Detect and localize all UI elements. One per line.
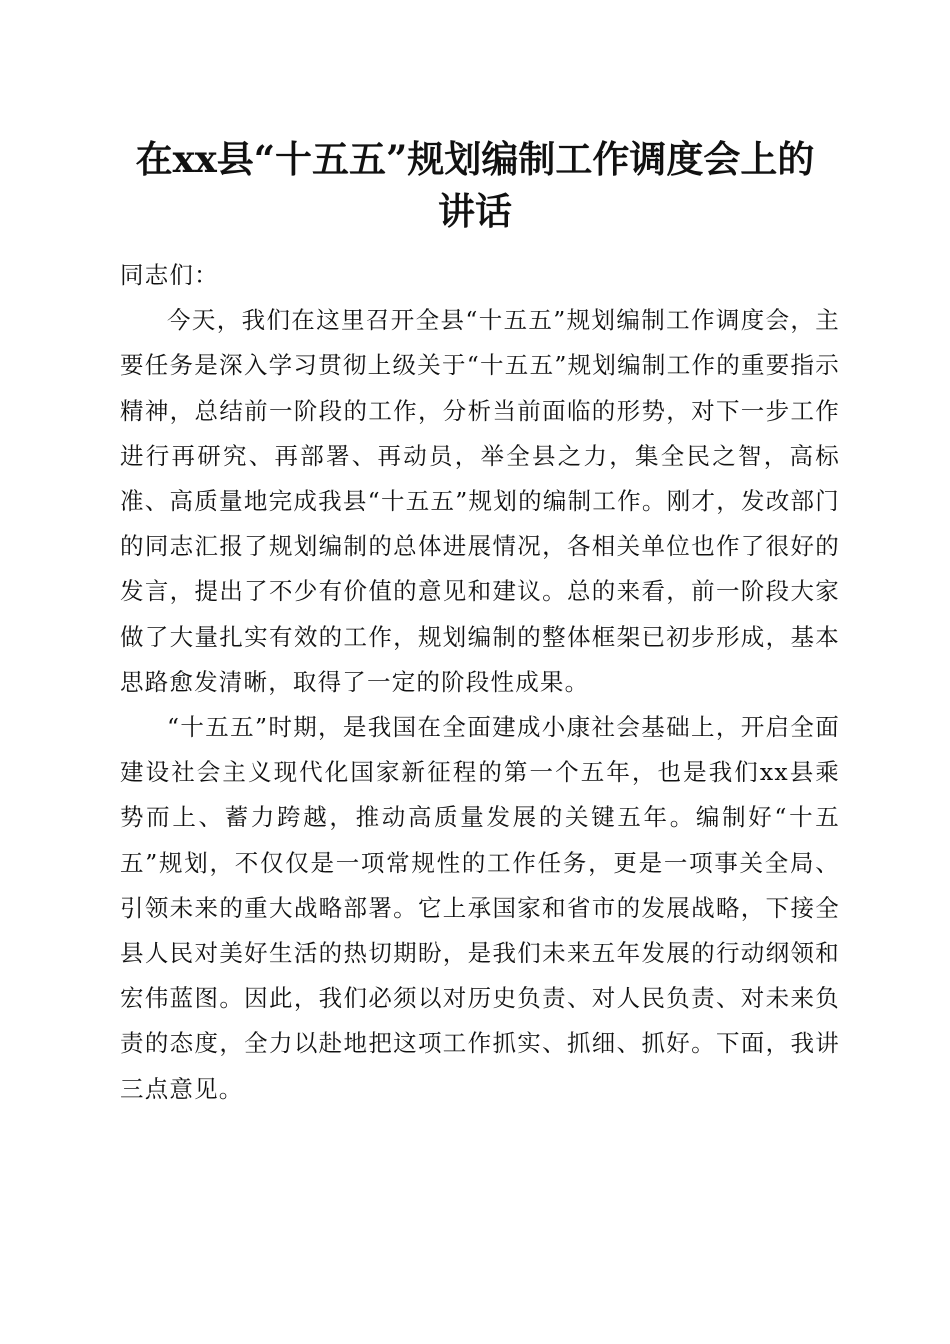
title-line-1: 在xx县“十五五”规划编制工作调度会上的 bbox=[135, 137, 815, 181]
document-title bbox=[100, 133, 850, 237]
document-body bbox=[120, 253, 840, 1112]
paragraph-2: “十五五”时期，是我国在全面建成小康社会基础上，开启全面建设社会主义现代化国家新征程的第一个五年，也是我们xx县乘势而上、蓄力跨越，推动高质量发展的关键五年。编制好“十五五”规划，不仅仅是一项常规性的工作任务，更是一项事关全局、引领未来的重大战略部署。它上承国家和省市的发展战略，下接全县人民对美好生活的热切期盼，是我们未来五年发展的行动纲领和宏伟蓝图。因此，我们必须以对历史负责、对人民负责、对未来负责的态度，全力以赴地把这项工作抓实、抓细、抓好。下面，我讲三点意见。 bbox=[120, 713, 840, 1103]
title-line-2: 讲话 bbox=[438, 189, 512, 233]
paragraph-1: 今天，我们在这里召开全县“十五五”规划编制工作调度会，主要任务是深入学习贯彻上级关于“十五五”规划编制工作的重要指示精神，总结前一阶段的工作，分析当前面临的形势，对下一步工作进行再研究、再部署、再动员，举全县之力，集全民之智，高标准、高质量地完成我县“十五五”规划的编制工作。刚才，发改部门的同志汇报了规划编制的总体进展情况，各相关单位也作了很好的发言，提出了不少有价值的意见和建议。总的来看，前一阶段大家做了大量扎实有效的工作，规划编制的整体框架已初步形成，基本思路愈发清晰，取得了一定的阶段性成果。 bbox=[120, 306, 840, 696]
salutation: 同志们： bbox=[120, 261, 219, 289]
